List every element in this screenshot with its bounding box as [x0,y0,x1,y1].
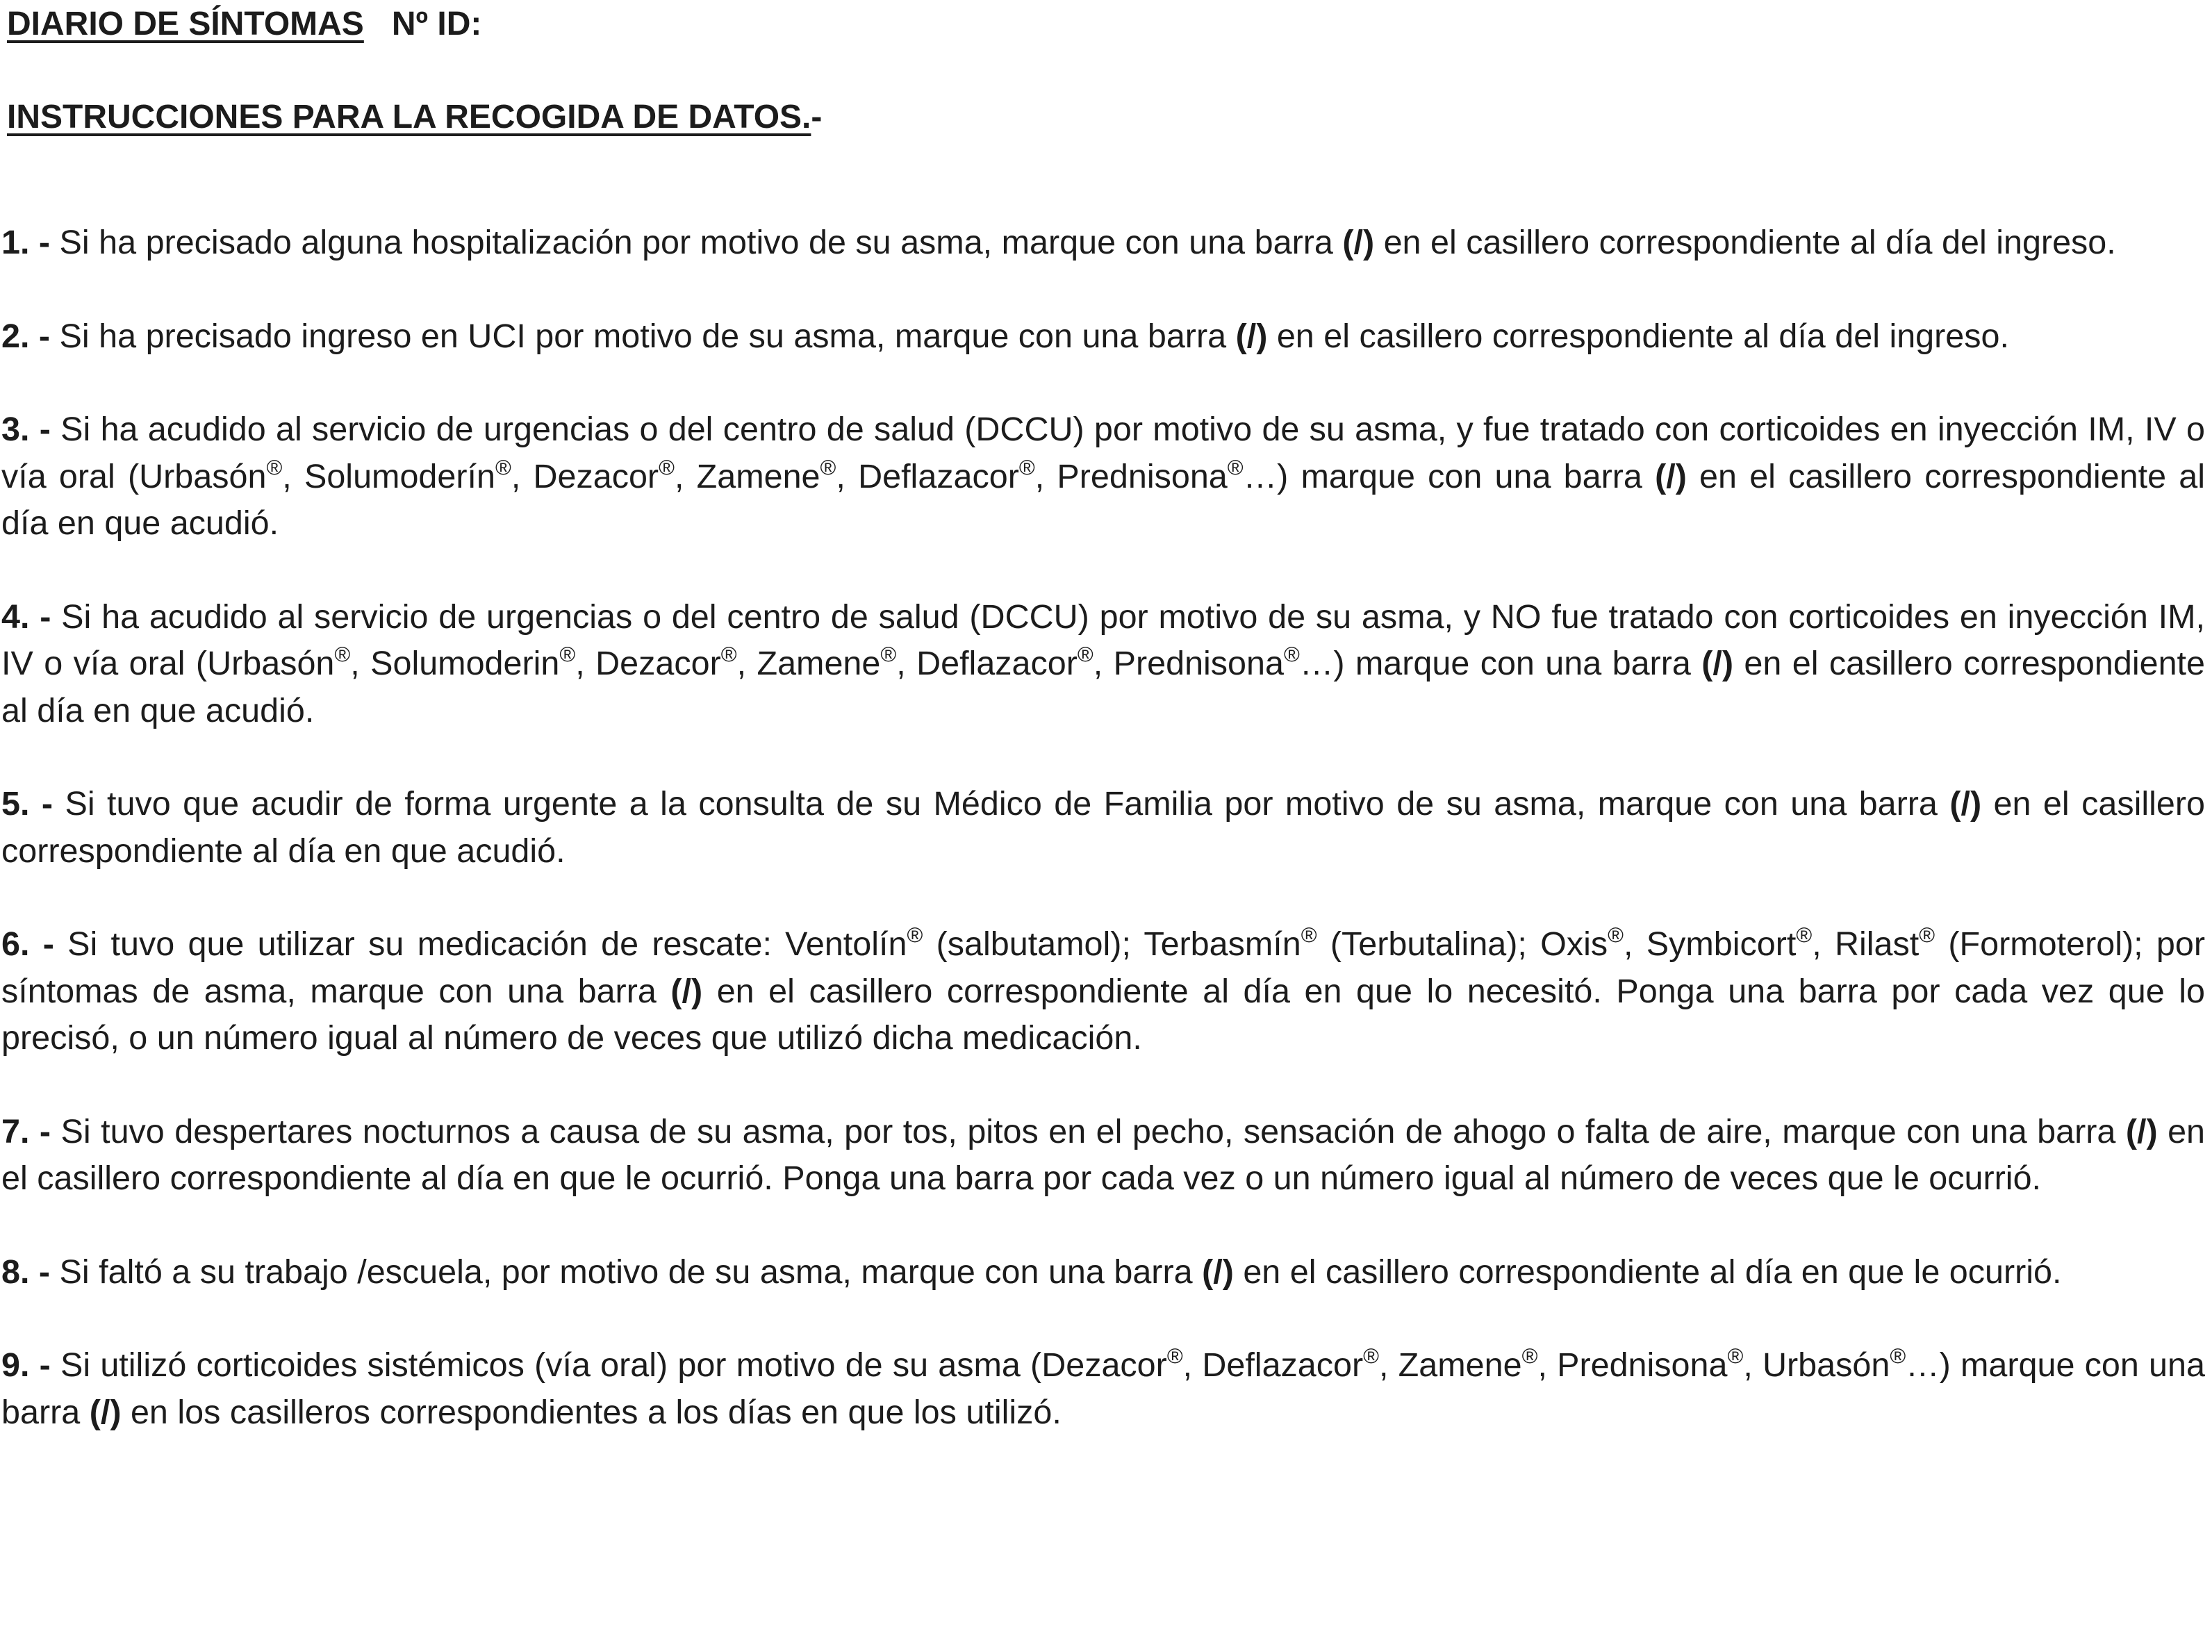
item-text: Si ha acudido al servicio de urgencias o del centro de salud (DCCU) por motivo de su asma, y NO fue tratado con corticoides en inyección IM, IV o vía oral (Urbasón [1,597,2205,682]
item-text: Si tuvo que acudir de forma urgente a la consulta de su Médico de Familia por motivo de su asma, marque con una barra [53,785,1950,823]
bar-symbol: (/) [1342,224,1375,261]
registered-mark: ® [720,642,737,667]
registered-mark: ® [1521,1344,1538,1369]
item-number: 4. - [1,597,51,636]
item-text: , Solumoderín [282,457,495,495]
instruction-item-7 [1,1109,2205,1203]
registered-mark: ® [1166,1344,1183,1369]
bar-symbol: (/) [1235,317,1268,355]
registered-mark: ® [1077,642,1093,667]
item-text: (Formoterol); por síntomas de asma, marque con una barra [1,925,2205,1010]
item-text: , Solumoderin [350,645,560,682]
item-text: , Prednisona [1093,645,1284,682]
item-text: (salbutamol); Terbasmín [923,925,1301,963]
instruction-item-4 [1,594,2205,735]
bar-symbol: (/) [1202,1253,1234,1291]
item-text: …) marque con una barra [1243,457,1656,495]
item-text: en el casillero correspondiente al día en que acudió. [1,785,2205,870]
item-text: en el casillero correspondiente al día del ingreso. [1374,224,2116,261]
item-text: , Symbicort [1624,925,1797,963]
item-text: Si utilizó corticoides sistémicos (vía oral) por motivo de su asma (Dezacor [50,1346,1167,1384]
item-text: en el casillero correspondiente al día en que le ocurrió. [1233,1253,2062,1291]
item-text: (Terbutalina); Oxis [1317,925,1608,963]
registered-mark: ® [1919,923,1936,948]
item-text: , Prednisona [1537,1346,1728,1384]
registered-mark: ® [659,454,675,479]
item-number: 6. - [1,925,54,963]
instruction-item-9 [1,1342,2205,1436]
item-number: 9. - [1,1346,51,1384]
bar-symbol: (/) [1655,457,1687,495]
item-text: en los casilleros correspondientes a los días en que los utilizó. [121,1393,1062,1431]
registered-mark: ® [1363,1344,1379,1369]
instruction-item-1 [1,220,2205,267]
registered-mark: ® [334,642,351,667]
instruction-item-8 [1,1249,2205,1296]
instruction-item-3 [1,406,2205,547]
item-number: 5. - [1,785,53,823]
item-text: en el casillero correspondiente al día en que le ocurrió. Ponga una barra por cada vez o un número igual al número de veces que le ocurrió. [1,1112,2206,1197]
item-text: en el casillero correspondiente al día del ingreso. [1267,317,2009,355]
instruction-item-6 [1,921,2205,1062]
registered-mark: ® [1796,923,1813,948]
item-text: , Dezacor [511,457,659,495]
registered-mark: ® [880,642,897,667]
item-text: , Deflazacor [836,457,1019,495]
bar-symbol: (/) [670,972,703,1010]
registered-mark: ® [1727,1344,1744,1369]
registered-mark: ® [266,454,283,479]
registered-mark: ® [559,642,576,667]
bar-symbol: (/) [89,1393,122,1431]
document-title: DIARIO DE SÍNTOMAS [7,6,364,42]
item-text: , Deflazacor [1182,1346,1364,1384]
bar-symbol: (/) [1949,785,1982,823]
item-text: en el casillero correspondiente al día en que acudió. [1,457,2205,542]
registered-mark: ® [1608,923,1624,948]
item-text: , Zamene [1379,1346,1522,1384]
item-number: 1. - [1,224,51,261]
item-text: Si tuvo que utilizar su medicación de rescate: Ventolín [53,925,907,963]
item-text: , Zamene [736,645,881,682]
item-number: 7. - [1,1112,51,1150]
item-text: Si faltó a su trabajo /escuela, por motivo de su asma, marque con una barra [50,1253,1203,1291]
item-text: , Zamene [674,457,820,495]
instructions-title-suffix: - [811,99,823,135]
id-label: Nº ID: [391,6,482,42]
instructions-title: INSTRUCCIONES PARA LA RECOGIDA DE DATOS. [7,99,811,135]
item-number: 2. - [1,317,51,355]
item-text: , Deflazacor [896,645,1078,682]
registered-mark: ® [820,454,836,479]
item-text: , Rilast [1812,925,1920,963]
item-text: , Dezacor [575,645,721,682]
item-text: …) marque con una barra [1299,645,1702,682]
document-header [7,1,481,47]
registered-mark: ® [907,923,923,948]
registered-mark: ® [1301,923,1317,948]
item-text: , Prednisona [1034,457,1228,495]
item-text: …) marque con una barra [1,1346,2205,1431]
item-number: 3. - [1,411,51,448]
bar-symbol: (/) [1701,645,1734,682]
registered-mark: ® [1018,454,1035,479]
item-text: Si ha precisado ingreso en UCI por motivo de su asma, marque con una barra [50,317,1236,355]
item-text: en el casillero correspondiente al día en que acudió. [1,645,2205,729]
instruction-item-2 [1,313,2205,361]
item-number: 8. - [1,1253,51,1291]
item-text: Si ha precisado alguna hospitalización por motivo de su asma, marque con una barra [50,224,1343,261]
instruction-list [1,220,2205,1482]
item-text: , Urbasón [1743,1346,1890,1384]
instruction-item-5 [1,781,2205,875]
registered-mark: ® [1227,454,1244,479]
item-text: en el casillero correspondiente al día en que lo necesitó. Ponga una barra por cada vez que lo precisó, o un número igual al número de veces que utilizó dicha medicación. [1,972,2205,1057]
registered-mark: ® [1890,1344,1906,1369]
item-text: Si ha acudido al servicio de urgencias o del centro de salud (DCCU) por motivo de su asma, y fue tratado con corticoides en inyección IM, IV o vía oral (Urbasón [1,411,2206,495]
instructions-heading [7,94,822,140]
item-text: Si tuvo despertares nocturnos a causa de su asma, por tos, pitos en el pecho, sensación de ahogo o falta de aire, marque con una barra [51,1112,2126,1150]
registered-mark: ® [495,454,511,479]
bar-symbol: (/) [2125,1112,2158,1150]
registered-mark: ® [1283,642,1300,667]
